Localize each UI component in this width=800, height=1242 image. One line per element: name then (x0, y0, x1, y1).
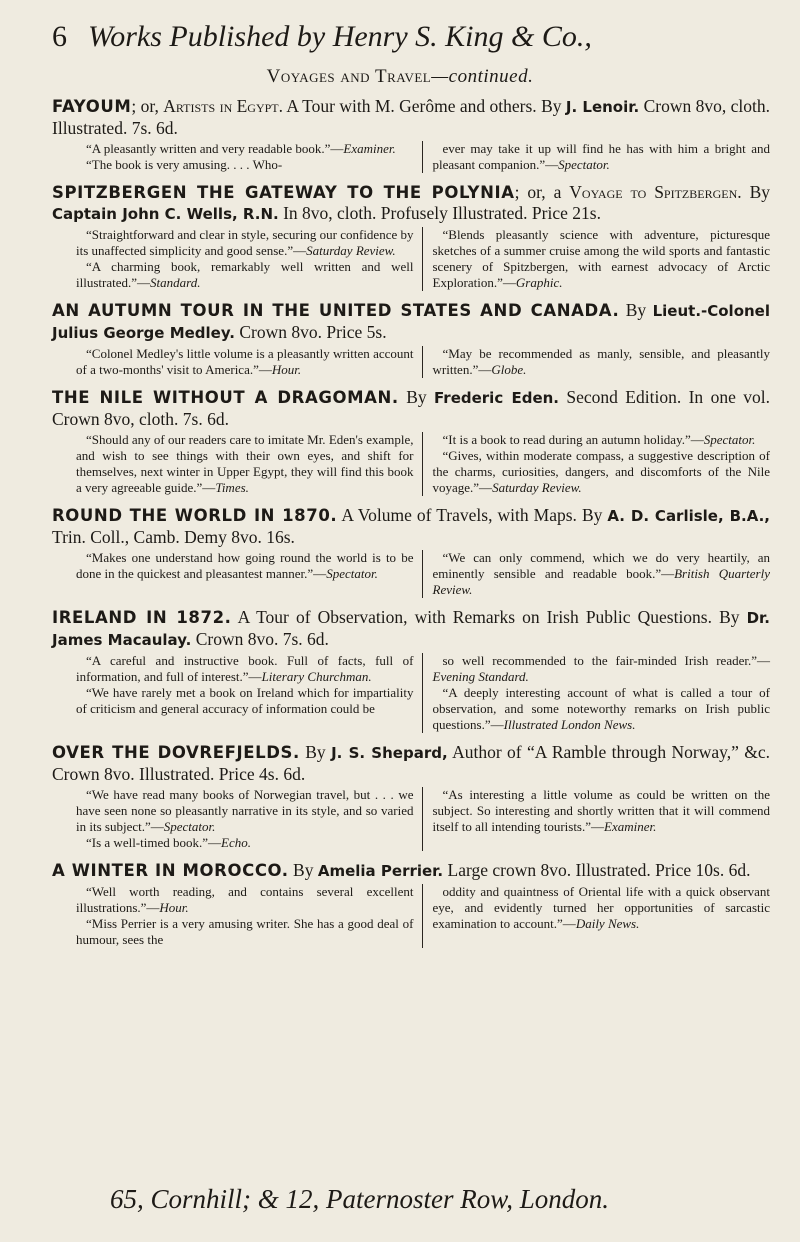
review-column-right (423, 550, 771, 598)
review-column-left (76, 653, 423, 733)
book-title: SPITZBERGEN THE GATEWAY TO THE POLYNIA (52, 183, 515, 202)
review-quote (433, 653, 771, 685)
quote-source: Spectator. (326, 566, 378, 581)
quote-text: “Well worth reading, and contains several excellent illustrations.”— (76, 884, 414, 915)
entry-heading (52, 607, 770, 651)
entry-heading (52, 300, 770, 344)
quote-text: so well recommended to the fair-minded Irish reader.”— (442, 653, 770, 668)
quote-source: British Quarterly Review. (432, 566, 770, 597)
page-number: 6 (52, 20, 67, 53)
review-quote (433, 432, 771, 448)
review-quote (433, 685, 771, 733)
book-author: A. D. Carlisle, B.A., (607, 507, 770, 525)
quote-text: “Should any of our readers care to imitate Mr. Eden's example, and wish to see things with their own eyes, and shift for themselves, next winter in Upper Egypt, they will find this book a very agreeable guide.”— (76, 432, 414, 495)
book-title: ROUND THE WORLD IN 1870. (52, 506, 338, 525)
quote-text: “Makes one understand how going round the world is to be done in the quickest and pleasantest manner.”— (76, 550, 414, 581)
entry-text: A Tour of Observation, with Remarks on Irish Public Questions. By (231, 607, 747, 627)
review-columns (76, 787, 770, 851)
review-column-left (76, 141, 423, 173)
quote-source: Hour. (159, 900, 189, 915)
book-details: Crown 8vo, cloth. Illustrated. 7s. 6d. (52, 96, 770, 138)
review-columns (76, 346, 770, 378)
review-columns (76, 884, 770, 948)
book-entry (52, 860, 770, 948)
running-title: Works Published by Henry S. King & Co., (88, 20, 592, 53)
book-author: Lieut.-Colonel Julius George Medley. (52, 302, 770, 342)
review-column-right (423, 227, 771, 291)
book-entry (52, 505, 770, 598)
book-title: FAYOUM (52, 97, 132, 116)
quote-text: ever may take it up will find he has with him a bright and pleasant companion.”— (432, 141, 770, 172)
review-quote (433, 227, 771, 291)
quote-text: “The book is very amusing. . . . Who- (86, 157, 283, 172)
review-quote (76, 432, 414, 496)
subtitle-separator: ; or, a (514, 182, 570, 202)
quote-source: Examiner. (604, 819, 657, 834)
review-quote (433, 141, 771, 173)
quote-source: Times. (215, 480, 249, 495)
entry-text: By (619, 300, 653, 320)
quote-text: “A charming book, remarkably well written and well illustrated.”— (76, 259, 414, 290)
book-author: Frederic Eden. (434, 389, 559, 407)
review-columns (76, 141, 770, 173)
book-entries (52, 96, 770, 957)
entry-heading (52, 742, 770, 785)
entry-text: By (398, 387, 435, 407)
review-quote (76, 141, 414, 157)
review-quote (76, 346, 414, 378)
review-quote (433, 346, 771, 378)
review-quote (76, 835, 414, 851)
review-quote (76, 685, 414, 717)
quote-source: Daily News. (575, 916, 640, 931)
book-author: J. Lenoir. (565, 98, 640, 116)
book-details: Crown 8vo. 7s. 6d. (191, 629, 329, 649)
review-columns (76, 653, 770, 733)
review-quote (433, 884, 771, 932)
entry-text: A Volume of Travels, with Maps. By (337, 505, 608, 525)
quote-text: “We have rarely met a book on Ireland which for impartiality of criticism and general accuracy of information could be (76, 685, 414, 716)
review-column-left (76, 432, 423, 496)
quote-source: Saturday Review. (492, 480, 582, 495)
quote-source: Echo. (221, 835, 251, 850)
review-quote (76, 787, 414, 835)
review-quote (433, 787, 771, 835)
review-column-right (423, 884, 771, 948)
quote-text: “A careful and instructive book. Full of facts, full of information, and full of interest.”— (76, 653, 414, 684)
review-column-right (423, 787, 771, 851)
quote-source: Standard. (150, 275, 201, 290)
book-details: Trin. Coll., Camb. Demy 8vo. 16s. (52, 527, 295, 547)
review-quote (76, 259, 414, 291)
book-details: Large crown 8vo. Illustrated. Price 10s. 6d. (443, 860, 751, 880)
book-title: A WINTER IN MOROCCO. (52, 861, 289, 880)
quote-text: “Gives, within moderate compass, a suggestive description of the charms, curiosities, dangers, and discomforts of the Nile voyage.”— (432, 448, 770, 495)
quote-source: Graphic. (515, 275, 563, 290)
section-continued: —continued. (431, 66, 534, 87)
review-quote (76, 916, 414, 948)
quote-source: Spectator. (558, 157, 610, 172)
book-author: Amelia Perrier. (317, 862, 444, 880)
quote-text: “Is a well-timed book.”— (86, 835, 222, 850)
section-title: Voyages and Travel (266, 66, 432, 87)
quote-text: “A pleasantly written and very readable book.”— (86, 141, 344, 156)
entry-heading (52, 96, 770, 139)
review-columns (76, 227, 770, 291)
book-entry (52, 182, 770, 291)
review-column-right (423, 653, 771, 733)
review-column-left (76, 550, 423, 598)
book-author: J. S. Shepard, (331, 744, 448, 762)
book-entry (52, 96, 770, 173)
entry-heading (52, 505, 770, 548)
quote-source: Spectator. (703, 432, 756, 447)
review-column-left (76, 884, 423, 948)
book-subtitle: Voyage to Spitzbergen. (569, 182, 742, 202)
book-details: Second Edition. In one vol. Crown 8vo, cloth. 7s. 6d. (52, 387, 770, 429)
entry-text: By (299, 742, 332, 762)
quote-text: “It is a book to read during an autumn holiday.”— (442, 432, 704, 447)
quote-text: “As interesting a little volume as could be written on the subject. So interesting and shortly written that it will commend itself to all intending tourists.”— (432, 787, 770, 834)
book-author: Dr. James Macaulay. (52, 609, 770, 649)
book-title: OVER THE DOVREFJELDS. (52, 743, 300, 762)
review-columns (76, 432, 770, 496)
quote-source: Examiner. (343, 141, 396, 156)
quote-source: Illustrated London News. (503, 717, 636, 732)
quote-text: “May be recommended as manly, sensible, and pleasantly written.”— (432, 346, 770, 377)
review-column-left (76, 787, 423, 851)
review-quote (76, 227, 414, 259)
book-entry (52, 742, 770, 851)
quote-text: “Miss Perrier is a very amusing writer. She has a good deal of humour, sees the (76, 916, 414, 947)
book-entry (52, 607, 770, 733)
review-quote (433, 448, 771, 496)
quote-text: “A deeply interesting account of what is called a tour of observation, and some noteworthy remarks on Irish public questions.”— (432, 685, 770, 732)
review-column-left (76, 346, 423, 378)
entry-text: By (288, 860, 318, 880)
quote-text: “Colonel Medley's little volume is a pleasantly written account of a two-months' visit to America.”— (76, 346, 414, 377)
entry-heading (52, 860, 770, 882)
quote-source: Evening Standard. (432, 669, 529, 684)
quote-text: “Straightforward and clear in style, securing our confidence by its unaffected simplicity and good sense.”— (76, 227, 414, 258)
entry-heading (52, 182, 770, 225)
quote-source: Spectator. (163, 819, 216, 834)
book-subtitle: Artists in Egypt. (163, 96, 284, 116)
entry-text: By (741, 182, 770, 202)
review-column-left (76, 227, 423, 291)
publisher-address: 65, Cornhill; & 12, Paternoster Row, London. (110, 1184, 610, 1214)
quote-text: “We can only commend, which we do very heartily, an eminently sensible and readable book.”— (432, 550, 770, 581)
review-quote (76, 653, 414, 685)
review-column-right (423, 432, 771, 496)
quote-text: “Blends pleasantly science with adventure, picturesque sketches of a summer cruise among the wild sports and fantastic scenery of Spitzbergen, with earnest advocacy of Arctic Exploration.”— (432, 227, 770, 290)
review-quote (433, 550, 771, 598)
quote-source: Hour. (271, 362, 302, 377)
review-quote (76, 550, 414, 582)
section-heading (0, 66, 800, 88)
entry-heading (52, 387, 770, 430)
quote-source: Globe. (491, 362, 527, 377)
book-title: AN AUTUMN TOUR IN THE UNITED STATES AND CANADA. (52, 301, 620, 320)
book-entry (52, 300, 770, 378)
book-author: Captain John C. Wells, R.N. (52, 205, 279, 223)
review-quote (76, 884, 414, 916)
quote-source: Saturday Review. (306, 243, 396, 258)
quote-text: oddity and quaintness of Oriental life with a quick observant eye, and evidently turned her opportunities of sarcastic examination to account.”— (432, 884, 770, 931)
review-columns (76, 550, 770, 598)
book-entry (52, 387, 770, 496)
book-details: In 8vo, cloth. Profusely Illustrated. Price 21s. (278, 203, 601, 223)
entry-text: A Tour with M. Gerôme and others. By (283, 96, 566, 116)
book-details: Author of “A Ramble through Norway,” &c. Crown 8vo. Illustrated. Price 4s. 6d. (52, 742, 771, 784)
review-column-right (423, 346, 771, 378)
book-title: IRELAND IN 1872. (52, 608, 232, 627)
review-column-right (423, 141, 771, 173)
review-quote (76, 157, 414, 173)
book-details: Crown 8vo. Price 5s. (234, 322, 387, 342)
quote-source: Literary Churchman. (261, 669, 372, 684)
subtitle-separator: ; or, (131, 96, 164, 116)
book-title: THE NILE WITHOUT A DRAGOMAN. (52, 388, 399, 407)
quote-text: “We have read many books of Norwegian travel, but . . . we have seen none so pleasantly narrative in its style, and so varied in its subject.”— (76, 787, 414, 834)
